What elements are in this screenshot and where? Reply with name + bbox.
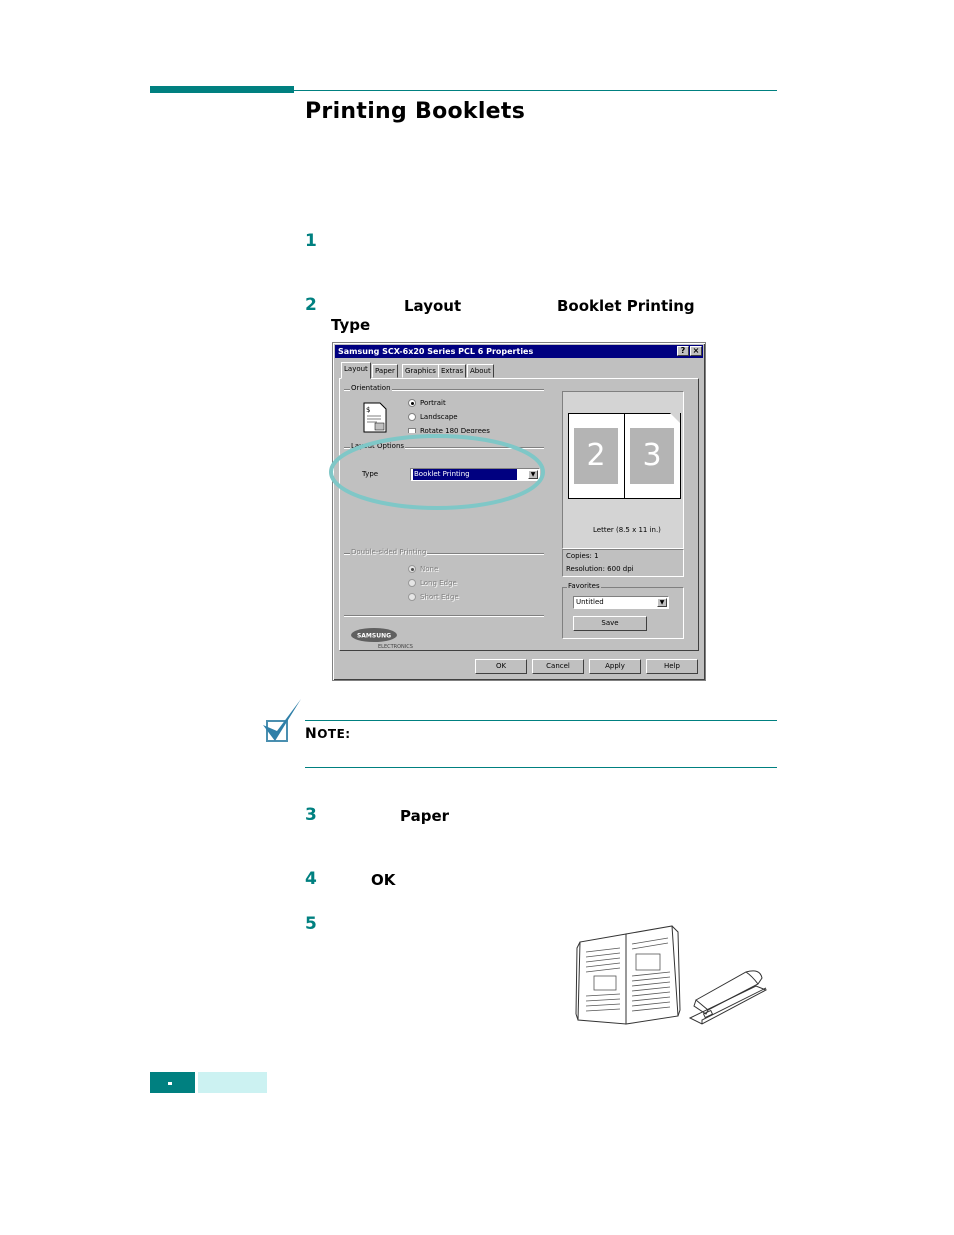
tab-graphics[interactable]: Graphics [402, 364, 439, 378]
landscape-label: Landscape [420, 413, 458, 421]
favorites-label: Favorites [568, 582, 600, 590]
preview-dogear [670, 413, 680, 423]
duplex-long-radio[interactable] [408, 579, 416, 587]
chevron-down-icon: ▼ [657, 598, 667, 607]
header-accent-bar [150, 86, 294, 93]
preview-info [562, 549, 684, 577]
footer-page-marker [168, 1082, 172, 1085]
close-button[interactable]: × [690, 346, 702, 356]
orientation-group [344, 384, 544, 392]
svg-text:$: $ [366, 406, 371, 414]
page-title: Printing Booklets [305, 99, 526, 124]
orientation-group-label: Orientation [351, 384, 391, 392]
preview-page-right: 3 [630, 428, 674, 484]
footer-page-tab [150, 1072, 195, 1093]
tab-layout[interactable]: Layout [341, 362, 371, 379]
duplex-short-radio[interactable] [408, 593, 416, 601]
step-2-number: 2 [305, 295, 317, 315]
cancel-button[interactable]: Cancel [532, 659, 584, 674]
note-top-rule [305, 720, 777, 721]
dialog-title: Samsung SCX-6x20 Series PCL 6 Properties [338, 347, 534, 356]
type-select-value: Booklet Printing [413, 469, 517, 480]
step-3-number: 3 [305, 805, 317, 825]
note-checkmark-icon [261, 697, 303, 749]
duplex-long-label: Long Edge [420, 579, 457, 587]
apply-button[interactable]: Apply [589, 659, 641, 674]
chevron-down-icon: ▼ [528, 470, 538, 479]
tab-about[interactable]: About [467, 364, 494, 378]
svg-text:SAMSUNG: SAMSUNG [356, 632, 392, 640]
tab-extras[interactable]: Extras [438, 364, 466, 378]
portrait-label: Portrait [420, 399, 446, 407]
step-2-type-keyword: Type [331, 316, 371, 334]
dialog-title-bar [335, 345, 703, 358]
duplex-group [344, 548, 544, 556]
help-button[interactable]: Help [646, 659, 698, 674]
footer-chapter-tab [198, 1072, 267, 1093]
portrait-radio[interactable] [408, 399, 416, 407]
type-label: Type [362, 470, 379, 478]
portrait-page-icon [362, 402, 388, 434]
preview-paper-size: Letter (8.5 x 11 in.) [593, 526, 661, 534]
favorites-group [562, 582, 684, 639]
note-label: NOTE: [305, 726, 351, 742]
preview-sheet [568, 413, 681, 499]
divider [344, 615, 544, 616]
rotate-label: Rotate 180 Degrees [420, 427, 490, 433]
landscape-radio[interactable] [408, 413, 416, 421]
open-booklet-illustration [574, 922, 684, 1028]
layout-options-label: Layout Options [351, 442, 405, 450]
layout-tab-panel [339, 378, 699, 651]
svg-text:ELECTRONICS: ELECTRONICS [378, 644, 413, 650]
step-4-number: 4 [305, 869, 317, 889]
ok-button[interactable]: OK [475, 659, 527, 674]
duplex-group-label: Double-sided Printing [351, 548, 427, 556]
favorites-save-button[interactable]: Save [573, 616, 647, 631]
resolution-info: Resolution: 600 dpi [566, 565, 634, 573]
duplex-short-label: Short Edge [420, 593, 459, 601]
help-title-button[interactable]: ? [677, 346, 689, 356]
samsung-logo [350, 627, 430, 651]
step-2-booklet-keyword: Booklet Printing [557, 297, 695, 315]
header-rule [294, 90, 777, 91]
duplex-none-label: None [420, 565, 439, 573]
stapler-illustration [686, 966, 770, 1026]
step-3-paper-keyword: Paper [400, 807, 450, 825]
tab-paper[interactable]: Paper [372, 364, 398, 378]
copies-info: Copies: 1 [566, 552, 599, 560]
step-1-number: 1 [305, 231, 317, 251]
step-2-layout-keyword: Layout [404, 297, 462, 315]
duplex-none-radio[interactable] [408, 565, 416, 573]
favorites-value: Untitled [576, 598, 604, 606]
step-4-ok-keyword: OK [371, 871, 396, 889]
preview-page-left: 2 [574, 428, 618, 484]
favorites-select[interactable] [573, 596, 669, 609]
highlight-ellipse [328, 432, 550, 514]
note-bottom-rule [305, 767, 777, 768]
step-5-number: 5 [305, 914, 317, 934]
preview-area [562, 391, 684, 549]
preview-fold [624, 414, 625, 498]
